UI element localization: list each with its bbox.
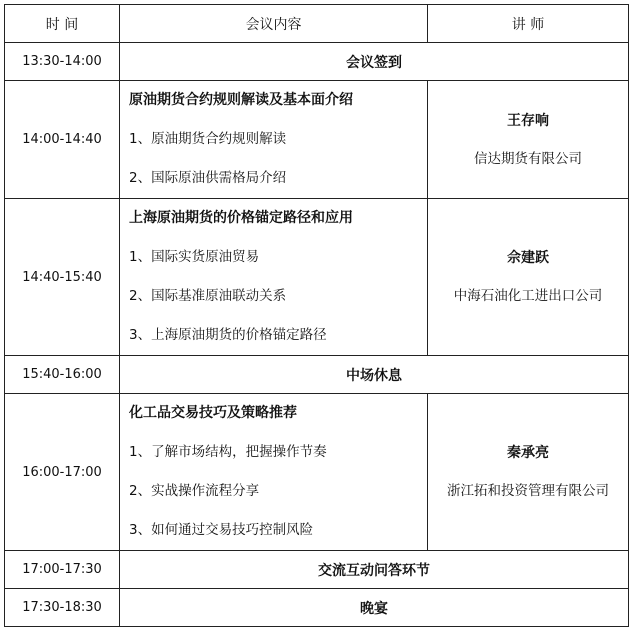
row-event: 中场休息 bbox=[120, 356, 629, 394]
session-speaker bbox=[428, 394, 629, 551]
session-item: 1、原油期货合约规则解读 bbox=[129, 131, 287, 147]
session-content bbox=[120, 199, 428, 356]
session-item: 1、国际实货原油贸易 bbox=[129, 249, 260, 265]
table-row-session-3 bbox=[5, 394, 629, 551]
row-time: 13:30-14:00 bbox=[5, 43, 120, 81]
row-event: 晚宴 bbox=[120, 589, 629, 627]
schedule-table bbox=[4, 4, 629, 627]
session-item: 2、国际原油供需格局介绍 bbox=[129, 170, 287, 186]
session-item: 3、上海原油期货的价格锚定路径 bbox=[129, 327, 327, 343]
speaker-name: 王存响 bbox=[507, 112, 549, 129]
speaker-name: 佘建跃 bbox=[507, 250, 549, 266]
row-time: 16:00-17:00 bbox=[5, 394, 120, 551]
session-speaker bbox=[428, 81, 629, 199]
session-title: 上海原油期货的价格锚定路径和应用 bbox=[129, 210, 353, 226]
session-item: 2、实战操作流程分享 bbox=[129, 483, 260, 499]
table-row-session-1 bbox=[5, 81, 629, 199]
table-row-break bbox=[5, 356, 629, 394]
row-time: 15:40-16:00 bbox=[5, 356, 120, 394]
table-row-signin bbox=[5, 43, 629, 81]
speaker-org: 中海石油化工进出口公司 bbox=[453, 288, 603, 304]
table-row-dinner bbox=[5, 589, 629, 627]
session-item: 3、如何通过交易技巧控制风险 bbox=[129, 522, 314, 538]
session-speaker bbox=[428, 199, 629, 356]
header-speaker: 讲 师 bbox=[428, 5, 629, 43]
row-time: 17:30-18:30 bbox=[5, 589, 120, 627]
speaker-org: 信达期货有限公司 bbox=[474, 150, 582, 167]
table-row-session-2 bbox=[5, 199, 629, 356]
session-title: 原油期货合约规则解读及基本面介绍 bbox=[129, 92, 353, 108]
session-title: 化工品交易技巧及策略推荐 bbox=[129, 405, 297, 421]
table-header-row bbox=[5, 5, 629, 43]
session-content bbox=[120, 394, 428, 551]
speaker-name: 秦承亮 bbox=[507, 445, 549, 461]
header-content: 会议内容 bbox=[120, 5, 428, 43]
table-row-qa bbox=[5, 551, 629, 589]
row-time: 14:00-14:40 bbox=[5, 81, 120, 199]
session-item: 1、了解市场结构，把握操作节奏 bbox=[129, 444, 327, 460]
row-time: 14:40-15:40 bbox=[5, 199, 120, 356]
row-event: 会议签到 bbox=[120, 43, 629, 81]
speaker-org: 浙江拓和投资管理有限公司 bbox=[447, 483, 609, 499]
session-content bbox=[120, 81, 428, 199]
row-time: 17:00-17:30 bbox=[5, 551, 120, 589]
header-time: 时 间 bbox=[5, 5, 120, 43]
row-event: 交流互动问答环节 bbox=[120, 551, 629, 589]
session-item: 2、国际基准原油联动关系 bbox=[129, 288, 287, 304]
